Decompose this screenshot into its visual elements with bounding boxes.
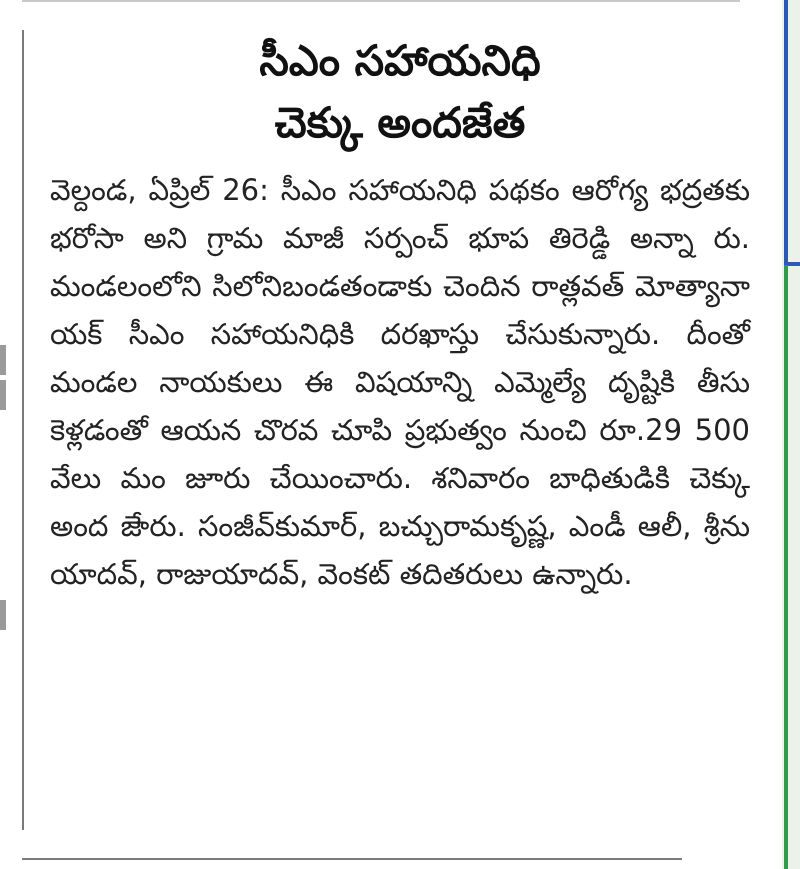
- left-column-rule: [22, 30, 24, 830]
- article-headline: [50, 30, 750, 154]
- adjacent-column-blue-border: [784, 0, 788, 265]
- adjacent-column-green-border: [784, 265, 788, 869]
- article-body: వెల్దండ, ఏప్రిల్ 26: సీఎం సహాయనిధి పథకం ఆరోగ్య భద్రతకు భరోసా అని గ్రామ మాజీ సర్పంచ్ భూప తిరెడ్డి అన్నా రు. మండలంలోని సిలోనిబండతండాకు చెందిన రాత్లవత్ మోత్యానా యక్ సీఎం సహాయనిధికి దరఖాస్తు చేసుకున్నారు. దీంతో మండల నాయకులు ఈ విషయాన్ని ఎమ్మెల్యే దృష్టికి తీసు కెళ్లడంతో ఆయన చొరవ చూపి ప్రభుత్వం నుంచి రూ.29 500 వేలు మం జూరు చేయించారు. శనివారం బాధితుడికి చెక్కు అంద జేారు. సంజీవ్‌కుమార్, బచ్చురామకృష్ణ, ఎండీ ఆలీ, శ్రీను యాదవ్, రాజుయాదవ్, వెంకట్ తదితరులు ఉన్నారు.: [50, 173, 750, 591]
- headline-line-1: సీఎం సహాయనిధి: [259, 36, 541, 85]
- news-article: [50, 30, 750, 598]
- left-edge-mark: [0, 380, 6, 410]
- bottom-rule: [22, 858, 682, 860]
- headline-line-2: చెక్కు అందజేత: [274, 98, 526, 147]
- left-edge-mark: [0, 345, 6, 375]
- top-rule: [22, 0, 740, 2]
- adjacent-column-separator: [788, 262, 800, 266]
- left-edge-mark: [0, 600, 6, 630]
